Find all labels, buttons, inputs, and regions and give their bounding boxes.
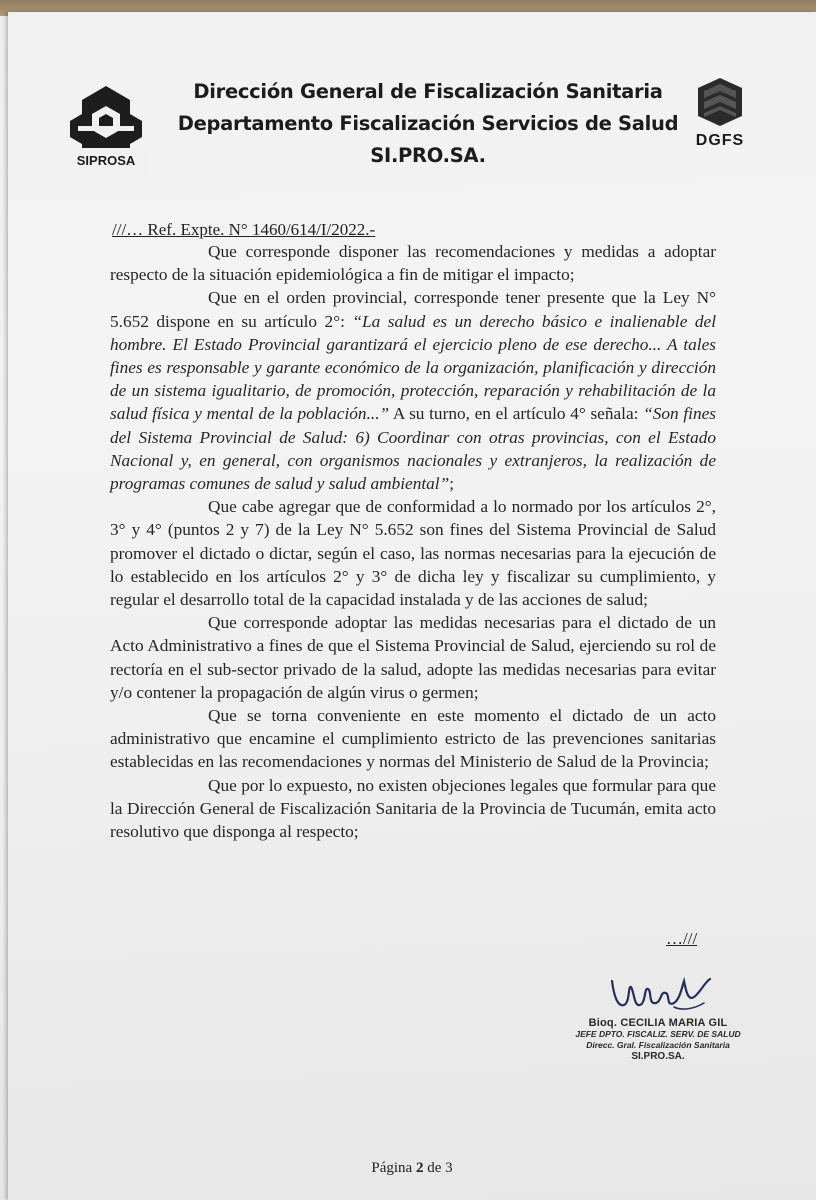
total-pages: 3	[445, 1160, 453, 1176]
current-page: 2	[415, 1160, 424, 1176]
signatory-name: Bioq. CECILIA MARIA GIL	[588, 1017, 728, 1029]
signatory-title: JEFE DPTO. FISCALIZ. SERV. DE SALUD	[575, 1029, 741, 1039]
paragraph-3: Que cabe agregar que de conformidad a lo normado por los artículos 2°, 3° y 4° (puntos 2 y 7) de la Ley N° 5.652 son fines del Sistema Provincial de Salud promover el dictado o dictar, según el caso, las normas necesarias para la ejecución de lo establecido en los artículos 2° y 3° de dicha ley y fiscalizar su cumplimiento, y regular el desarrollo total de la capacidad instalada y de las acciones de salud;	[110, 497, 716, 610]
paragraph-4: Que corresponde adoptar las medidas necesarias para el dictado de un Acto Administrativo a fines de que el Sistema Provincial de Salud, ejerciendo su rol de rectoría en el sub-sector privado de la salud, adopte las medidas necesarias para evitar y/o contener la propagación de algún virus o germen;	[110, 613, 716, 702]
letterhead	[158, 76, 698, 172]
signature-stamp	[568, 1017, 748, 1062]
page-separator: de	[423, 1160, 446, 1176]
header-line-1: Dirección General de Fiscalización Sanitaria	[193, 80, 663, 103]
page-number	[8, 1160, 816, 1177]
signatory-organization: SI.PRO.SA.	[631, 1051, 685, 1062]
handwritten-signature	[604, 967, 724, 1019]
paragraph-2-intro: Que en el orden provincial, corresponde tener presente que la Ley N° 5.652 dispone en su artículo 2°:	[110, 288, 716, 331]
paragraph-2-end: ;	[449, 474, 455, 494]
siprosa-logo-text: SIPROSA	[76, 153, 136, 168]
continuation-mark: …///	[666, 929, 698, 948]
paragraph-1: Que corresponde disponer las recomendaciones y medidas a adoptar respecto de la situación epidemiológica a fin de mitigar el impacto;	[110, 242, 716, 285]
page-label: Página	[371, 1160, 416, 1176]
document-sheet	[8, 12, 816, 1200]
article-2-quote: “La salud es un derecho básico e inalienable del hombre. El Estado Provincial garantizará el ejercicio pleno de ese derecho... A tales fines es responsable y garante económico de la organización, planificación y dirección de un sistema igualitario, de promoción, protección, reparación y rehabilitación de la salud física y mental de la población...”	[110, 311, 716, 424]
paragraph-5: Que se torna conveniente en este momento el dictado de un acto administrativo que encamine el cumplimiento estricto de las prevenciones sanitarias establecidas en las recomendaciones y normas del Ministerio de Salud de la Provincia;	[110, 706, 716, 772]
dgfs-logo-text: DGFS	[695, 132, 745, 149]
paragraph-6: Que por lo expuesto, no existen objeciones legales que formular para que la Dirección General de Fiscalización Sanitaria de la Provincia de Tucumán, emita acto resolutivo que disponga al respecto;	[110, 775, 716, 842]
header-line-2: Departamento Fiscalización Servicios de Salud	[177, 112, 679, 135]
article-4-quote: “Son fines del Sistema Provincial de Salud: 6) Coordinar con otras provincias, con el Estado Nacional y, en general, con organismos nacionales y extranjeros, la realización de programas comunes de salud y salud ambiental”	[110, 404, 716, 494]
paragraph-2	[110, 286, 716, 495]
file-reference: ///… Ref. Expte. N° 1460/614/I/2022.-	[112, 220, 376, 239]
paragraph-2-middle: A su turno, en el artículo 4° señala:	[389, 404, 644, 424]
document-body	[110, 240, 716, 843]
header-line-3: SI.PRO.SA.	[370, 144, 486, 167]
signatory-department: Direcc. Gral. Fiscalización Sanitaria	[586, 1040, 730, 1050]
